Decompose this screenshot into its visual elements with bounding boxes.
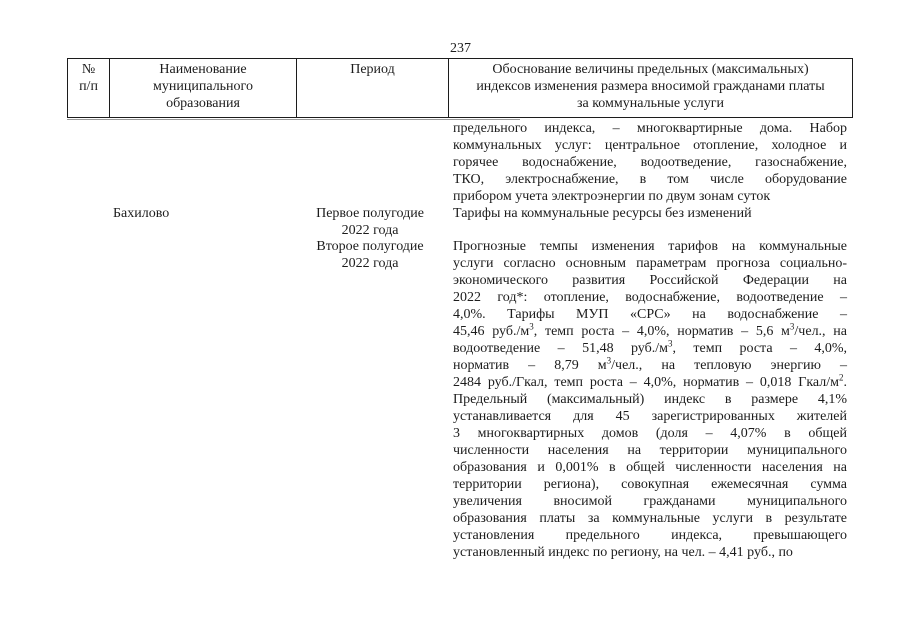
body-line: услуги согласно основным параметрам прогноза социально- — [453, 256, 847, 271]
body-line: установления предельного индекса, превышающего — [453, 528, 847, 543]
header-text: за коммунальные услуги — [576, 96, 725, 111]
header-col-number — [68, 59, 110, 118]
body-line: образования и 0,001% в общей численности населения на — [453, 460, 847, 475]
header-text: индексов изменения размера вносимой гражданами платы — [476, 79, 825, 94]
body-line: Прогнозные темпы изменения тарифов на коммунальные — [453, 239, 847, 254]
header-col-period — [297, 59, 449, 118]
period-second-half — [302, 238, 438, 272]
period-text: 2022 года — [341, 223, 399, 238]
body-line: норматив – 8,79 $м^3$/чел., на тепловую энергию – — [453, 355, 847, 373]
body-line: численности населения на территории муниципального — [453, 443, 847, 458]
body-line: водоотведение – 51,48 $руб./м^3$, темп роста – 4,0%, — [453, 338, 848, 356]
body-line: коммунальных услуг: центральное отопление, холодное и — [453, 138, 847, 153]
period-text: Первое полугодие — [316, 206, 424, 221]
body-line: территории региона), совокупная ежемесячная сумма — [453, 477, 847, 492]
header-text: Период — [350, 62, 395, 77]
period-text: 2022 года — [341, 256, 399, 271]
body-line: прибором учета электроэнергии по двум зонам суток — [453, 189, 771, 204]
body-line: 2022 год*: отопление, водоснабжение, водоотведение – — [453, 290, 847, 305]
period-text: Второе полугодие — [316, 239, 424, 254]
body-line: экономического развития Российской Федерации на — [453, 273, 847, 288]
header-text: образования — [166, 96, 240, 111]
body-line: 4,0%. Тарифы МУП «СРС» на водоснабжение – — [453, 307, 847, 322]
header-col-municipality — [110, 59, 297, 118]
municipality-name: Бахилово — [113, 206, 170, 221]
header-text: Наименование — [159, 62, 247, 77]
body-line: горячее водоснабжение, водоотведение, газоснабжение, — [453, 155, 847, 170]
header-text: № — [81, 62, 96, 77]
body-line: 2484 руб./Гкал, темп роста – 4,0%, норматив – 0,018 Гкал/$м^2$. — [453, 372, 847, 390]
body-line: ТКО, электроснабжение, в том числе оборудование — [453, 172, 847, 187]
header-col-basis — [449, 59, 853, 118]
body-line: устанавливается для 45 зарегистрированных жителей — [453, 409, 847, 424]
page-number: 237 — [450, 41, 471, 56]
body-line: установленный индекс по региону, на чел. – 4,41 руб., по — [453, 545, 793, 560]
basis-first-half: Тарифы на коммунальные ресурсы без изменений — [453, 206, 752, 221]
header-text: Обоснование величины предельных (максимальных) — [492, 62, 809, 77]
header-text: муниципального — [153, 79, 253, 94]
header-text: п/п — [79, 79, 98, 94]
table-header — [67, 58, 853, 118]
body-line: 45,46 $руб./м^3$, темп роста – 4,0%, норматив – 5,6 $м^3$/чел., на — [453, 321, 847, 339]
period-first-half — [302, 205, 438, 239]
body-line: Предельный (максимальный) индекс в размере 4,1% — [453, 392, 847, 407]
body-line: предельного индекса, – многоквартирные дома. Набор — [453, 121, 847, 136]
body-line: 3 многоквартирных домов (доля – 4,07% в общей — [453, 426, 847, 441]
body-line: увеличения вносимой гражданами муниципального — [453, 494, 847, 509]
body-line: образования платы за коммунальные услуги в результате — [453, 511, 847, 526]
